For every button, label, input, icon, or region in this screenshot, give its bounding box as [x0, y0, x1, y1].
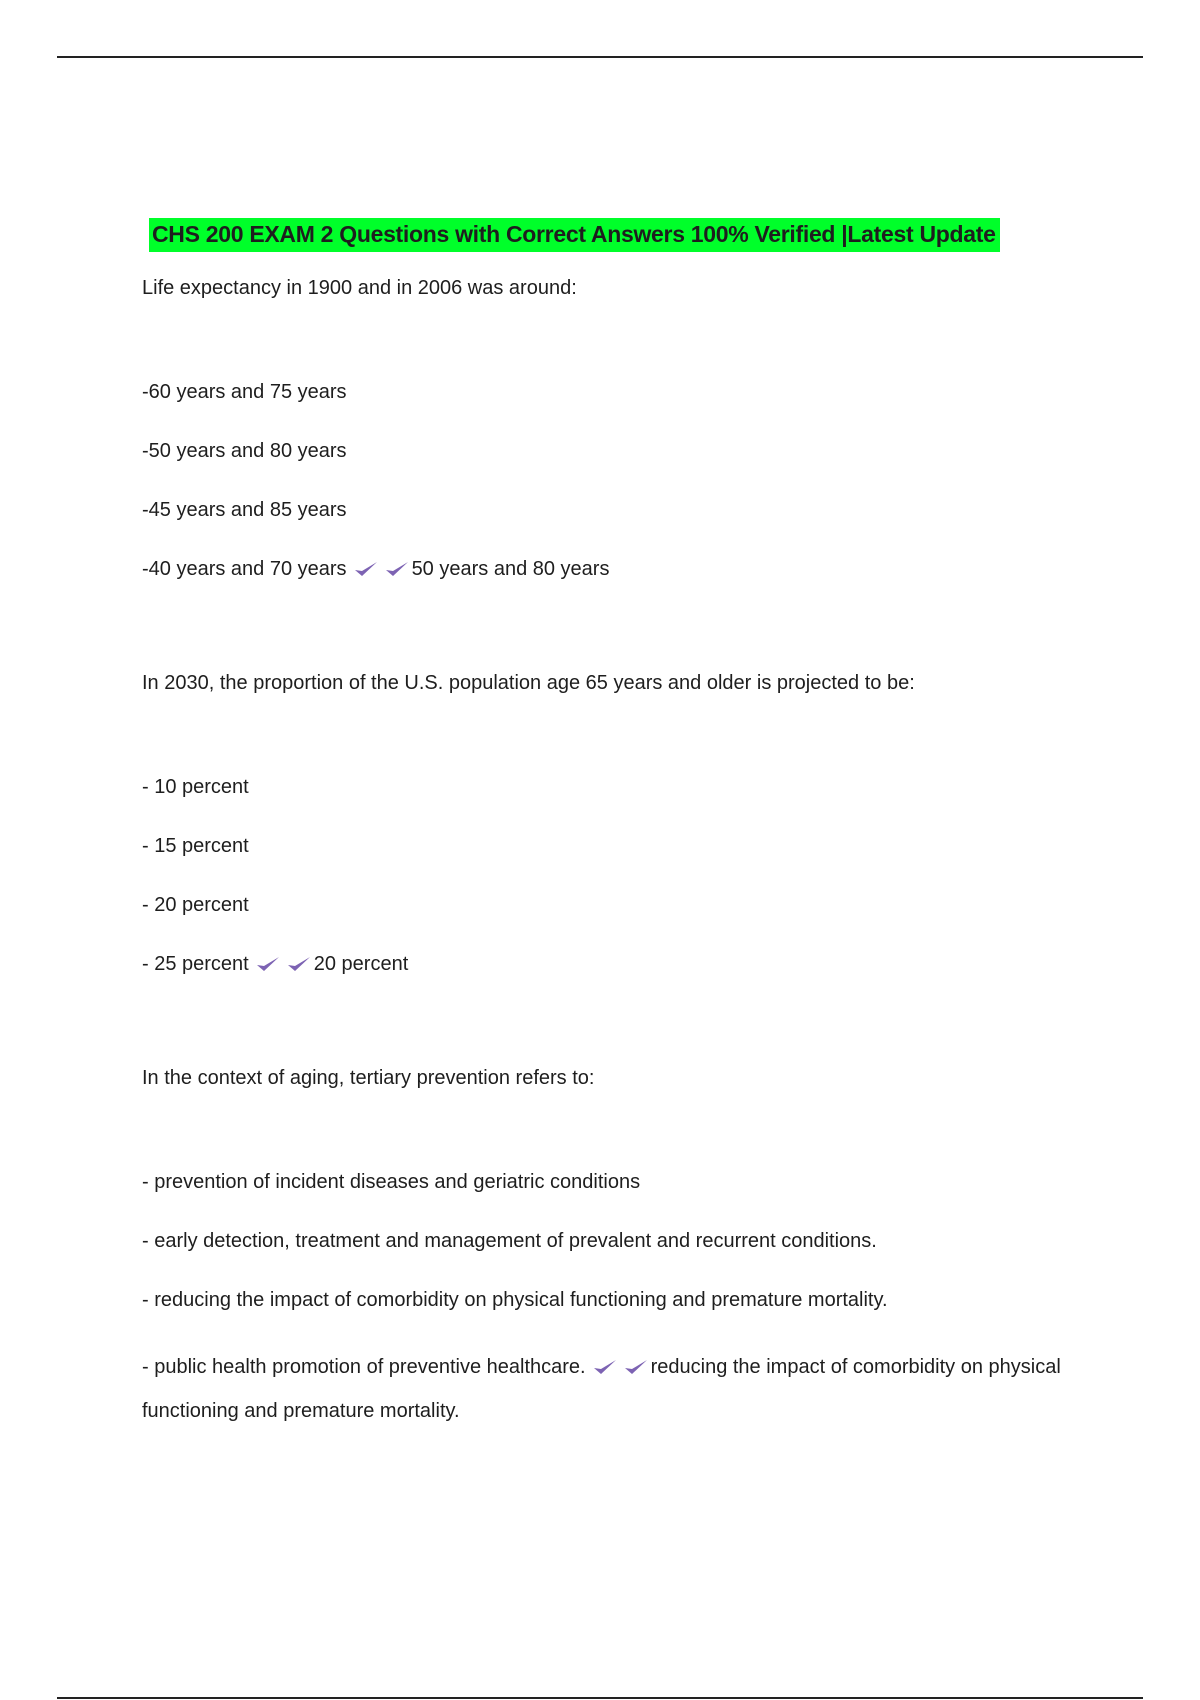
- document-title: CHS 200 EXAM 2 Questions with Correct Answers 100% Verified |Latest Update: [149, 218, 1000, 252]
- check-icon: [623, 1357, 649, 1377]
- question-3: [142, 1064, 1072, 1433]
- footer-rule: [57, 1697, 1143, 1699]
- option-item: - 15 percent: [142, 835, 249, 857]
- correct-answer: reducing the impact of comorbidity on physical functioning and premature mortality.: [142, 1356, 1061, 1422]
- option-item-with-answer: [142, 950, 1072, 978]
- option-item: -50 years and 80 years: [142, 440, 347, 462]
- question-2: [142, 669, 1072, 978]
- option-text: - public health promotion of preventive healthcare.: [142, 1356, 586, 1378]
- question-prompt: In 2030, the proportion of the U.S. population age 65 years and older is projected to be:: [142, 672, 915, 694]
- option-list: [142, 378, 1072, 583]
- question-1: [142, 274, 1072, 583]
- option-item: - prevention of incident diseases and geriatric conditions: [142, 1171, 641, 1193]
- check-icon: [286, 954, 312, 974]
- option-item: - early detection, treatment and management of prevalent and recurrent conditions.: [142, 1230, 877, 1252]
- option-item-with-answer: [142, 555, 1072, 583]
- option-text: - 25 percent: [142, 953, 249, 975]
- check-icon: [255, 954, 281, 974]
- check-icon: [592, 1357, 618, 1377]
- check-icon: [384, 559, 410, 579]
- option-item: - 10 percent: [142, 776, 249, 798]
- correct-answer: 50 years and 80 years: [411, 558, 610, 580]
- option-text: -40 years and 70 years: [142, 558, 347, 580]
- question-prompt: Life expectancy in 1900 and in 2006 was around:: [142, 277, 577, 299]
- question-prompt: In the context of aging, tertiary prevention refers to:: [142, 1067, 595, 1089]
- option-item: - reducing the impact of comorbidity on physical functioning and premature mortality.: [142, 1289, 888, 1311]
- option-item: - 20 percent: [142, 894, 249, 916]
- option-list: [142, 773, 1072, 978]
- header-rule: [57, 56, 1143, 58]
- option-item-with-answer: [142, 1345, 1072, 1433]
- option-list: [142, 1168, 1072, 1433]
- correct-answer: 20 percent: [313, 953, 409, 975]
- check-icon: [353, 559, 379, 579]
- option-item: -60 years and 75 years: [142, 381, 347, 403]
- option-item: -45 years and 85 years: [142, 499, 347, 521]
- document-body: [142, 218, 1072, 1433]
